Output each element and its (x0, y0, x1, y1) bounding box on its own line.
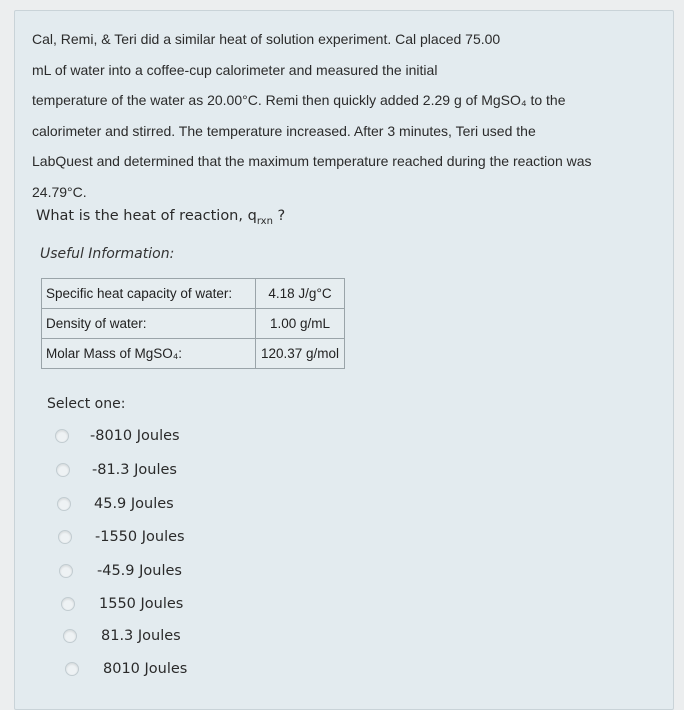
paragraph-line: Cal, Remi, & Teri did a similar heat of solution experiment. Cal placed 75.00 (32, 31, 501, 47)
answer-option[interactable] (56, 459, 177, 481)
answer-option-label[interactable]: -81.3 Joules (92, 462, 177, 478)
radio-button[interactable] (56, 463, 70, 477)
prompt-subscript: rxn (256, 215, 273, 227)
table-cell-value: 120.37 g/mol (256, 339, 345, 369)
table-cell-value: 4.18 J/g°C (256, 279, 345, 309)
table-row (42, 339, 345, 369)
question-prompt (36, 208, 285, 227)
answer-option[interactable] (59, 560, 182, 582)
radio-button[interactable] (65, 662, 79, 676)
answer-option[interactable] (65, 658, 188, 680)
paragraph-line: temperature of the water as 20.00°C. Remi then quickly added 2.29 g of MgSO₄ to the (32, 92, 566, 108)
answer-option-label[interactable]: -45.9 Joules (97, 563, 182, 579)
answer-option-label[interactable]: -1550 Joules (95, 529, 185, 545)
answer-option[interactable] (63, 625, 181, 647)
prompt-text: What is the heat of reaction, q (36, 208, 257, 224)
table-cell-label: Molar Mass of MgSO₄: (42, 339, 256, 369)
answer-option[interactable] (58, 526, 185, 548)
question-paragraph (32, 24, 642, 207)
table-row (42, 279, 345, 309)
radio-button[interactable] (63, 629, 77, 643)
paragraph-line: 24.79°C. (32, 183, 87, 200)
paragraph-line: mL of water into a coffee-cup calorimeter and measured the initial (32, 61, 438, 78)
answer-option-label[interactable]: 8010 Joules (103, 661, 188, 677)
table-cell-label: Density of water: (42, 309, 256, 339)
answer-option-label[interactable]: 45.9 Joules (94, 496, 174, 512)
table-cell-label: Specific heat capacity of water: (42, 279, 256, 309)
prompt-suffix: ? (272, 208, 286, 224)
answer-option-label[interactable]: 1550 Joules (99, 596, 184, 612)
paragraph-line: calorimeter and stirred. The temperature increased. After 3 minutes, Teri used the (32, 122, 536, 139)
select-one-label: Select one: (47, 396, 126, 412)
table-row (42, 309, 345, 339)
answer-option[interactable] (55, 425, 180, 447)
answer-option-label[interactable]: -8010 Joules (90, 428, 180, 444)
table-cell-value: 1.00 g/mL (256, 309, 345, 339)
answer-option[interactable] (57, 493, 174, 515)
answer-option[interactable] (61, 593, 184, 615)
radio-button[interactable] (55, 429, 69, 443)
paragraph-line: LabQuest and determined that the maximum temperature reached during the reaction was (32, 153, 592, 169)
useful-info-heading: Useful Information: (40, 246, 175, 262)
useful-info-table (41, 278, 345, 369)
answer-option-label[interactable]: 81.3 Joules (101, 628, 181, 644)
radio-button[interactable] (61, 597, 75, 611)
radio-button[interactable] (58, 530, 72, 544)
radio-button[interactable] (59, 564, 73, 578)
radio-button[interactable] (57, 497, 71, 511)
